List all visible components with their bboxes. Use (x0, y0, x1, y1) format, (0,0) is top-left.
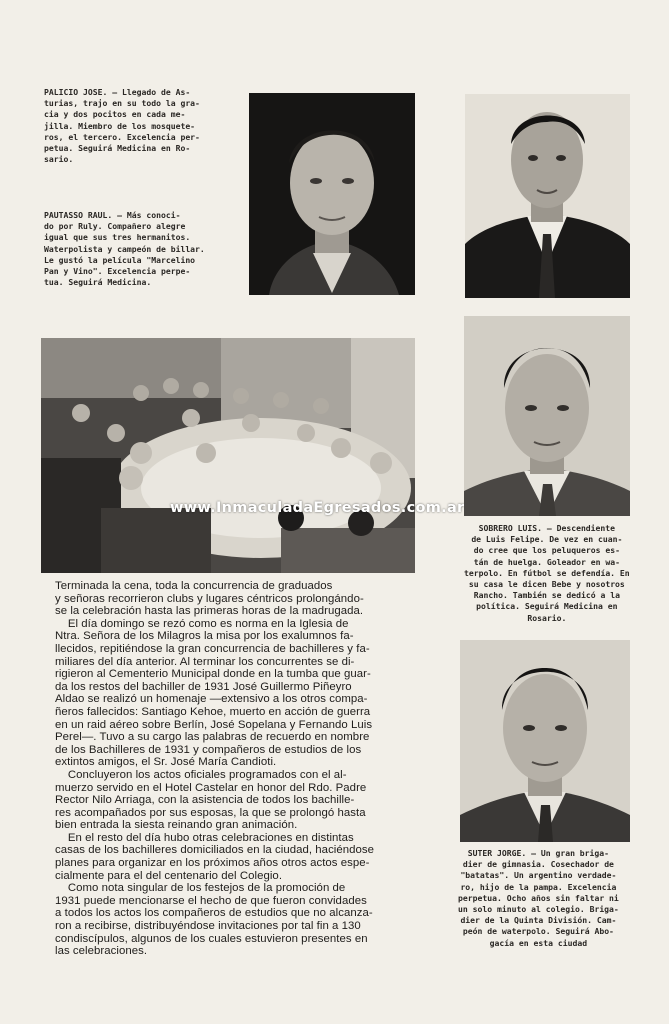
bio-palicio: PALICIO JOSE. — Llegado de As- turias, trajo en su todo la gra- cia y dos pocitos en cada me- jilla. Miembro de los mosquete- ros, el tercero. Excelencia per- petua. Seguirá Medicina en Ro- sario. (44, 87, 200, 165)
watermark-text: www.InmaculadaEgresados.com.ar (170, 500, 465, 516)
portrait-top-right (465, 94, 630, 298)
bio-sobrero: SOBRERO LUIS. — Descendiente de Luis Felipe. De vez en cuan- do cree que los peluqueros es- tán de huelga. Goleador en wa- terpolo. En fútbol se defendía. En su casa le dicen Bebe y nosotros Rancho. También se dedicó a la política. Seguirá Medicina en Rosario. (464, 523, 630, 623)
bio-suter: SUTER JORGE. — Un gran briga- dier de gimnasia. Cosechador de "batatas". Un argentino verdade- ro, hijo de la pampa. Excelencia perpetua. Ocho años sin faltar ni un solo minuto al colegio. Briga- dier de la Quinta División. Cam- peón de waterpolo. Seguirá Abo- gacía en esta ciudad (458, 848, 619, 948)
portrait-suter (460, 640, 630, 842)
banquet-photo (41, 338, 415, 573)
article-body: Terminada la cena, toda la concurrencia de graduados y señoras recorrieron clubs y lugares céntricos prolongándo- se la celebración hasta las primeras horas de la madrugada. El día domingo se rezó como es norma en la Iglesia de Ntra. Señora de los Milagros la misa por los exalumnos fa- llecidos, repitiéndose la gran concurrencia de bachilleres y fa- miliares del día anterior. Al terminar los concurrentes se di- rigieron al Cementerio Municipal donde en la tumba que guar- da los restos del bachiller de 1931 José Guillermo Piñeyro Aldao se realizó un homenaje —extensivo a los otros compa- ñeros fallecidos: Santiago Kehoe, muerto en acción de guerra en un raid aéreo sobre Berlín, José Sopelana y Fernando Luis Perel—. Tuvo a su cargo las palabras de recuerdo en nombre de los Bachilleres de 1931 y compañeros de estudios de los extintos amigos, el Sr. José María Candioti. Concluyeron los actos oficiales programados con el al- muerzo servido en el Hotel Castelar en honor del Rdo. Padre Rector Nilo Arriaga, con la asistencia de todos los bachille- res acompañados por sus esposas, la que se prolongó hasta bien entrada la siesta reinando gran animación. En el resto del día hubo otras celebraciones en distintas casas de los bachilleres domiciliados en la ciudad, haciéndose planes para organizar en los próximos años otros actos espe- cialmente para el del centenario del Colegio. Como nota singular de los festejos de la promoción de 1931 puede mencionarse el hecho de que fueron convidades a todos los actos los compañeros de estudios que no alcanza- ron a recibirse, distribuyéndose invitaciones por tal fin a 130 condiscípulos, algunos de los cuales estuvieron presentes en las celebraciones. (55, 580, 375, 958)
bio-pautasso: PAUTASSO RAUL. — Más conoci- do por Ruly. Compañero alegre igual que sus tres hermanitos. Waterpolista y campeón de billar. Le gustó la película "Marcelino Pan y Vino". Excelencia perpe- tua. Seguirá Medicina. (44, 210, 205, 288)
portrait-palicio (249, 93, 415, 295)
portrait-sobrero (464, 316, 630, 516)
